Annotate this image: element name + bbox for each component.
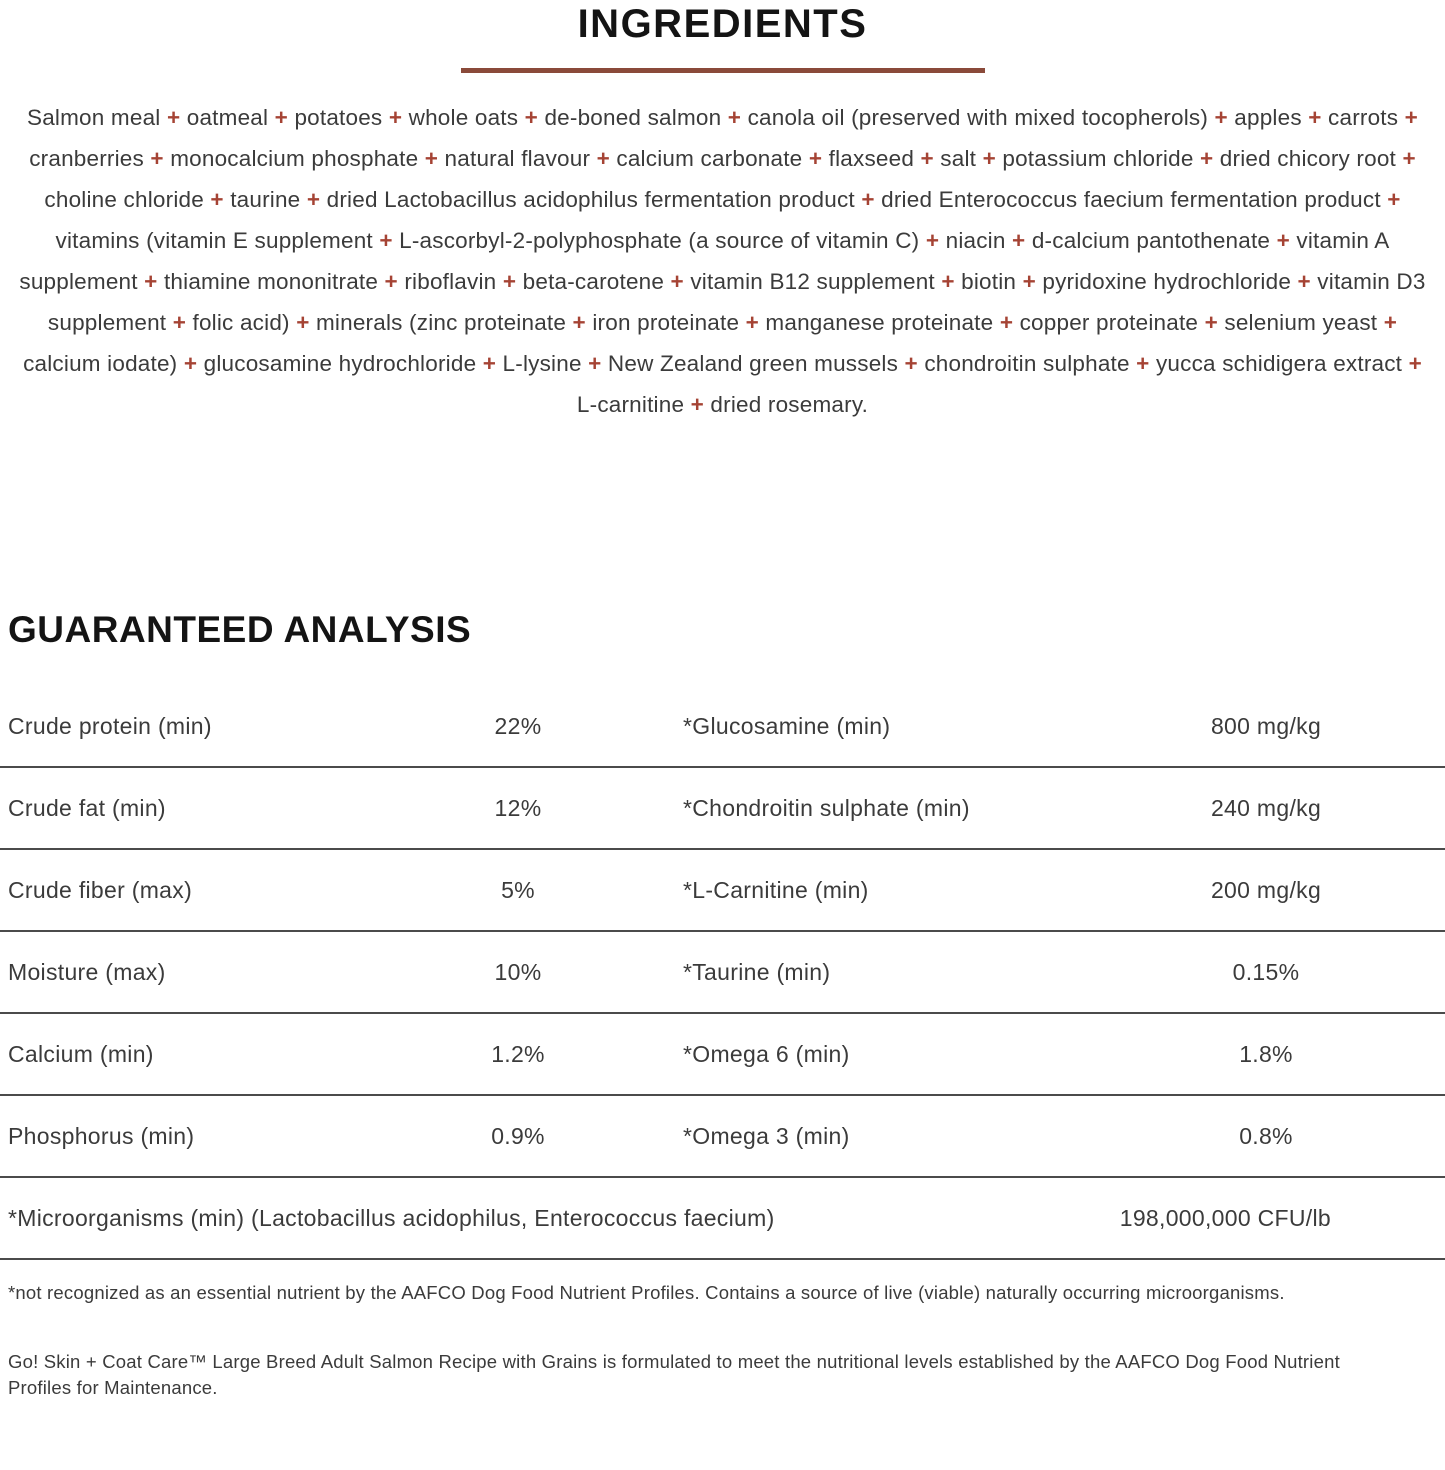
analysis-right-label: *Omega 3 (min) [683, 1122, 850, 1149]
analysis-right-value: 800 mg/kg [1210, 712, 1322, 739]
analysis-right-label: *Omega 6 (min) [683, 1040, 850, 1067]
analysis-row [0, 850, 1445, 932]
plus-separator-icon: + [861, 187, 875, 212]
analysis-table [0, 686, 1445, 1260]
analysis-row [0, 1014, 1445, 1096]
analysis-left-value: 5% [501, 876, 535, 903]
analysis-left-label: Crude fat (min) [8, 794, 166, 821]
plus-separator-icon: + [920, 146, 934, 171]
plus-separator-icon: + [379, 228, 393, 253]
analysis-right-value: 240 mg/kg [1210, 794, 1322, 821]
plus-separator-icon: + [274, 105, 288, 130]
analysis-right-label: *Taurine (min) [683, 958, 831, 985]
ingredients-title: INGREDIENTS [577, 2, 868, 46]
plus-separator-icon: + [1012, 228, 1026, 253]
analysis-footer-row [0, 1178, 1445, 1260]
plus-separator-icon: + [1387, 187, 1401, 212]
aafco-footnote: *not recognized as an essential nutrient by the AAFCO Dog Food Nutrient Profiles. Contains a source of live (viable) naturally occurring microorganisms. [8, 1282, 1285, 1303]
plus-separator-icon: + [925, 228, 940, 253]
analysis-right-value: 0.8% [1239, 1122, 1293, 1149]
analysis-left-value: 22% [494, 712, 542, 739]
plus-separator-icon: + [424, 146, 439, 171]
plus-separator-icon: + [1408, 351, 1422, 376]
plus-separator-icon: + [588, 351, 602, 376]
plus-separator-icon: + [596, 146, 610, 171]
analysis-row [0, 686, 1445, 768]
analysis-right-label: *Chondroitin sulphate (min) [683, 794, 970, 821]
analysis-left-label: Moisture (max) [8, 958, 166, 985]
plus-separator-icon: + [150, 146, 164, 171]
analysis-right-value: 1.8% [1239, 1040, 1293, 1067]
plus-separator-icon: + [384, 269, 398, 294]
title-underline-rule [461, 68, 985, 73]
analysis-left-label: Calcium (min) [8, 1040, 154, 1067]
plus-separator-icon: + [745, 310, 759, 335]
analysis-right-value: 200 mg/kg [1210, 876, 1322, 903]
plus-separator-icon: + [1402, 146, 1416, 171]
plus-separator-icon: + [1404, 105, 1419, 130]
analysis-left-value: 12% [494, 794, 542, 821]
analysis-left-label: Crude fiber (max) [8, 876, 193, 903]
analysis-left-value: 0.9% [491, 1122, 545, 1149]
analysis-right-label: *L-Carnitine (min) [683, 876, 869, 903]
plus-separator-icon: + [1136, 351, 1150, 376]
plus-separator-icon: + [1022, 269, 1036, 294]
analysis-left-label: Phosphorus (min) [8, 1122, 195, 1149]
plus-separator-icon: + [572, 310, 586, 335]
analysis-row [0, 932, 1445, 1014]
plus-separator-icon: + [1214, 105, 1228, 130]
analysis-left-label: Crude protein (min) [8, 712, 212, 739]
microorganisms-value: 198,000,000 CFU/lb [1119, 1204, 1331, 1231]
plus-separator-icon: + [808, 146, 823, 171]
plus-separator-icon: + [388, 105, 403, 130]
plus-separator-icon: + [1276, 228, 1290, 253]
plus-separator-icon: + [904, 351, 918, 376]
microorganisms-label: *Microorganisms (min) (Lactobacillus acidophilus, Enterococcus faecium) [8, 1204, 775, 1231]
plus-separator-icon: + [941, 269, 955, 294]
plus-separator-icon: + [1383, 310, 1398, 335]
analysis-right-value: 0.15% [1232, 958, 1300, 985]
plus-separator-icon: + [183, 351, 198, 376]
plus-separator-icon: + [172, 310, 187, 335]
analysis-left-value: 1.2% [491, 1040, 545, 1067]
analysis-left-value: 10% [494, 958, 542, 985]
plus-separator-icon: + [999, 310, 1014, 335]
plus-separator-icon: + [1200, 146, 1214, 171]
formulation-statement: Go! Skin + Coat Care™ Large Breed Adult Salmon Recipe with Grains is formulated to meet the nutritional levels established by the AAFCO Dog Food Nutrient Profiles for Maintenance. [8, 1351, 1340, 1398]
plus-separator-icon: + [670, 269, 684, 294]
plus-separator-icon: + [727, 105, 742, 130]
plus-separator-icon: + [690, 392, 704, 417]
plus-separator-icon: + [1204, 310, 1218, 335]
analysis-right-label: *Glucosamine (min) [683, 712, 891, 739]
plus-separator-icon: + [144, 269, 158, 294]
ingredients-text: Salmon meal + oatmeal + potatoes + whole oats + de-boned salmon + canola oil (preserved with mixed tocopherols) + apples + carrots + cranberries + monocalcium phosphate + natural flavour + calcium carbonate + flaxseed + salt + potassium chloride + dried chicory root + choline chloride + taurine + dried Lactobacillus acidophilus fermentation product + dried Enterococcus faecium fermentation product + vitamins (vitamin E supplement + L-ascorbyl-2-polyphosphate (a source of vitamin C) + niacin + d-calcium pantothenate + vitamin A supplement + thiamine mononitrate + riboflavin + beta-carotene + vitamin B12 supplement + biotin + pyridoxine hydrochloride + vitamin D3 supplement + folic acid) + minerals (zinc proteinate + iron proteinate + manganese proteinate + copper proteinate + selenium yeast + calcium iodate) + glucosamine hydrochloride + L-lysine + New Zealand green mussels + chondroitin sulphate + yucca schidigera extract + L-carnitine + dried rosemary. [19, 105, 1426, 417]
analysis-row [0, 768, 1445, 850]
plus-separator-icon: + [296, 310, 310, 335]
plus-separator-icon: + [210, 187, 224, 212]
plus-separator-icon: + [482, 351, 497, 376]
analysis-row [0, 1096, 1445, 1178]
plus-separator-icon: + [1308, 105, 1322, 130]
plus-separator-icon: + [1297, 269, 1311, 294]
plus-separator-icon: + [166, 105, 181, 130]
guaranteed-analysis-title: GUARANTEED ANALYSIS [8, 609, 472, 650]
plus-separator-icon: + [524, 105, 538, 130]
plus-separator-icon: + [982, 146, 996, 171]
plus-separator-icon: + [306, 187, 321, 212]
plus-separator-icon: + [502, 269, 517, 294]
